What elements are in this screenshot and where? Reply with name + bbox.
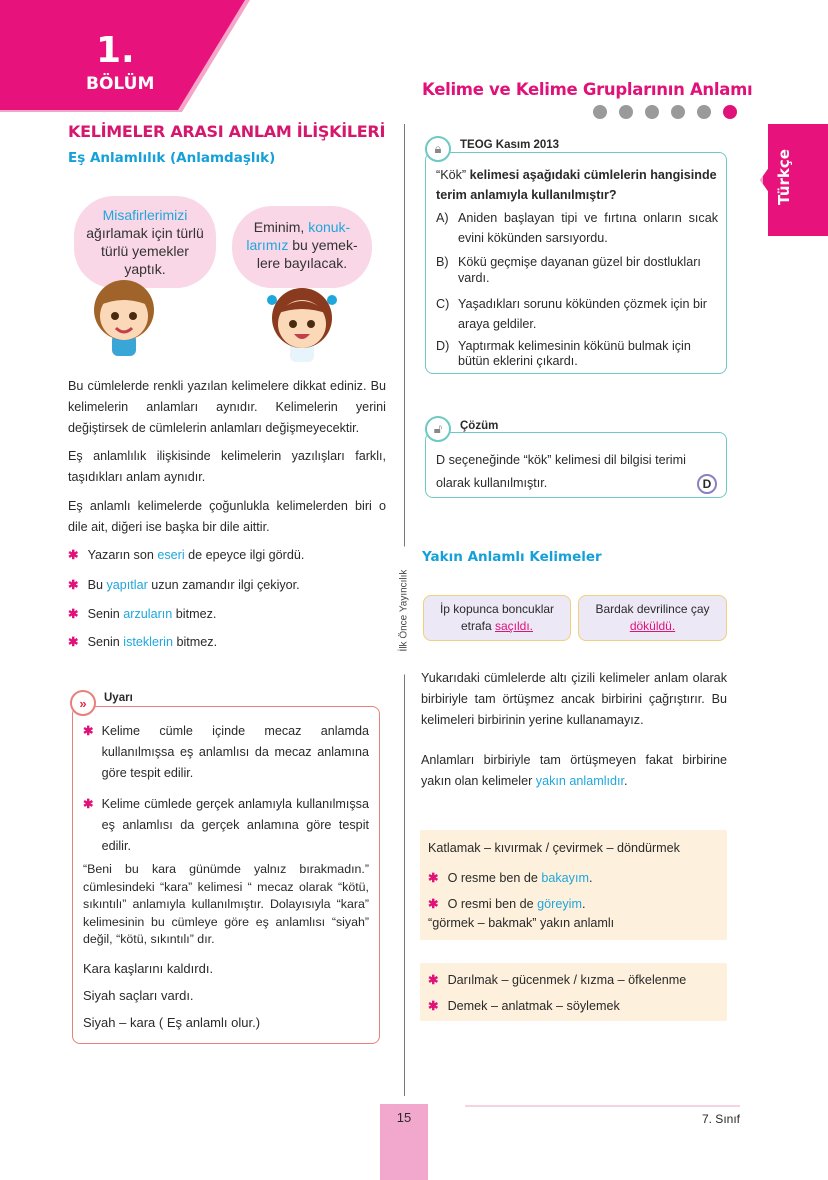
example-card xyxy=(578,595,727,641)
text: . xyxy=(624,774,628,788)
near-meaning-title: Yakın Anlamlı Kelimeler xyxy=(422,549,602,565)
highlight-word: konuk-larımız xyxy=(246,219,351,253)
asterisk-icon: ✱ xyxy=(68,578,79,592)
text: Senin xyxy=(87,607,124,621)
chapter-label: BÖLÜM xyxy=(86,74,155,94)
text: Demek – anlatmak – söylemek xyxy=(447,999,620,1013)
warning-box xyxy=(72,706,380,1044)
option-key: B) xyxy=(436,255,449,269)
answer-badge: D xyxy=(697,474,717,494)
text: kelimesi aşağıdaki cümlelerin hangisinde terim anlamıyla kullanılmıştır? xyxy=(436,168,717,202)
example-card xyxy=(423,595,571,641)
text: de epeyce ilgi gördü. xyxy=(184,548,305,562)
warning-text: Siyah saçları vardı. xyxy=(83,987,194,1003)
section-subtitle: Eş Anlamlılık (Anlamdaşlık) xyxy=(68,150,276,166)
asterisk-icon: ✱ xyxy=(428,871,439,885)
option-c xyxy=(436,294,718,334)
page-topic-title: Kelime ve Kelime Gruplarının Anlamı xyxy=(422,80,753,99)
warning-text: Kara kaşlarını kaldırdı. xyxy=(83,960,214,976)
progress-dot xyxy=(697,105,711,119)
example-item xyxy=(68,577,300,592)
paragraph: Eş anlamlılık ilişkisinde kelimelerin yazılışları farklı, taşıdıkları anlam aynıdır. xyxy=(68,449,386,484)
progress-dot-active xyxy=(723,105,737,119)
text: “Kök” xyxy=(436,168,470,182)
word-group xyxy=(428,993,719,1019)
progress-dot xyxy=(645,105,659,119)
paragraph: Eş anlamlı kelimelerde çoğunlukla kelimelerden biri o dile ait, diğeri ise başka bir dile aittir. xyxy=(68,499,386,534)
subject-tab xyxy=(760,124,828,236)
underlined-word: saçıldı. xyxy=(495,619,534,633)
asterisk-icon: ✱ xyxy=(68,607,79,621)
bubble-text: ağırlamak için türlü türlü yemekler yaptık. xyxy=(86,225,204,277)
warning-text: Siyah – kara ( Eş anlamlı olur.) xyxy=(83,1014,261,1030)
example-item xyxy=(68,547,304,562)
bubble-text: Eminim, xyxy=(253,219,309,235)
highlight-word: yapıtlar xyxy=(106,578,148,592)
warning-bullet xyxy=(83,721,369,784)
option-key: D) xyxy=(436,339,450,353)
paragraph: Bu cümlelerde renkli yazılan kelimelere dikkat ediniz. Bu kelimelerin anlamları aynıdır. Kelimelerin yerini değiştirsek de cümlelerin anlamları değişmeyecektir. xyxy=(68,379,386,435)
speech-bubble-2 xyxy=(232,206,372,288)
example-item xyxy=(68,634,217,649)
option-text: Yaşadıkları sorunu kökünden çözmek için bir araya geldiler. xyxy=(458,297,707,331)
highlight-word: göreyim xyxy=(537,897,582,911)
text: O resmi ben de xyxy=(447,897,538,911)
underlined-word: döküldü. xyxy=(629,619,676,633)
section-title: KELİMELER ARASI ANLAM İLİŞKİLERİ xyxy=(68,122,386,141)
highlight-word: yakın anlamlıdır xyxy=(535,774,624,788)
page-number: 15 xyxy=(396,1110,412,1125)
asterisk-icon: ✱ xyxy=(428,999,439,1013)
word-group: Katlamak – kıvırmak / çevirmek – döndürmek xyxy=(428,841,680,855)
highlight-word: Misafirlerimizi xyxy=(102,207,188,223)
text: bitmez. xyxy=(172,635,218,649)
option-text: Kökü geçmişe dayanan güzel bir dostlukları vardı. xyxy=(458,255,701,285)
highlight-word: arzuların xyxy=(123,607,173,621)
text: Bu xyxy=(87,578,107,592)
option-key: C) xyxy=(436,297,450,311)
option-b xyxy=(436,254,718,286)
grade-label: 7. Sınıf xyxy=(701,1112,740,1126)
example-item xyxy=(68,606,216,621)
footer-line xyxy=(465,1105,740,1107)
text: Darılmak – gücenmek / kızma – öfkelenme xyxy=(447,973,687,987)
note: “görmek – bakmak” yakın anlamlı xyxy=(428,916,615,930)
chapter-number: 1. xyxy=(96,30,135,71)
text: Yazarın son xyxy=(87,548,158,562)
asterisk-icon: ✱ xyxy=(83,724,94,738)
asterisk-icon: ✱ xyxy=(428,973,439,987)
option-d xyxy=(436,339,718,369)
highlight-word: isteklerin xyxy=(123,635,173,649)
option-text: Yaptırmak kelimesinin kökünü bulmak için bütün eklerini çıkardı. xyxy=(458,339,691,368)
text: İp kopunca boncuklar etrafa xyxy=(439,602,555,633)
publisher-name: İlk Önce Yayıncılık xyxy=(399,547,410,675)
progress-dot xyxy=(619,105,633,119)
paragraph: Yukarıdaki cümlelerde altı çizili kelimeler anlam olarak birbiriyle tam örtüşmez ancak birbirini çağrıştırır. Bu kelimeleri birbirinin yerine kullanamayız. xyxy=(421,671,727,727)
solution-title: Çözüm xyxy=(460,420,499,432)
word-group xyxy=(428,967,719,993)
highlight-word: bakayım xyxy=(541,871,589,885)
unlock-icon: 🔓︎ xyxy=(425,416,451,442)
question-source: TEOG Kasım 2013 xyxy=(460,139,560,151)
text: Bardak devrilince çay xyxy=(595,602,710,616)
highlight-word: eseri xyxy=(157,548,185,562)
warning-arrow-icon: » xyxy=(70,690,96,716)
warning-title: Uyarı xyxy=(104,692,133,704)
progress-dot xyxy=(671,105,685,119)
question-stem xyxy=(436,165,718,205)
example-item: ✱ O resmi ben de göreyim. xyxy=(428,897,586,911)
text: Anlamları birbiriyle tam örtüşmeyen fakat birbirine yakın olan kelimeler xyxy=(421,753,727,788)
warning-text: “Beni bu kara günümde yalnız bırakmadın.” cümlesindeki “kara” kelimesi “ mecaz olarak “kötü, sıkıntılı” anlamıyla kullanılmıştır. Dolayısıyla “kara” kelimesinin bu cümleye göre eş anlamlısı “siyah” değil, “kötü, sıkıntılı” dır. xyxy=(83,862,369,946)
progress-dot xyxy=(593,105,607,119)
text: Senin xyxy=(87,635,124,649)
asterisk-icon: ✱ xyxy=(83,797,94,811)
example-box xyxy=(420,963,727,1021)
text: uzun zamandır ilgi çekiyor. xyxy=(147,578,300,592)
example-item: ✱ O resme ben de bakayım. xyxy=(428,871,593,885)
girl-illustration xyxy=(262,280,342,370)
subject-tab-label: Türkçe xyxy=(775,149,793,205)
warning-bullet xyxy=(83,794,369,857)
option-key: A) xyxy=(436,211,449,225)
asterisk-icon: ✱ xyxy=(428,897,439,911)
text: O resme ben de xyxy=(447,871,542,885)
asterisk-icon: ✱ xyxy=(68,635,79,649)
asterisk-icon: ✱ xyxy=(68,548,79,562)
text: bitmez. xyxy=(172,607,217,621)
option-text: Aniden başlayan tipi ve fırtına onların sıcak evini kökünden sarsıyordu. xyxy=(458,211,718,245)
text: Kelime cümlede gerçek anlamıyla kullanılmışsa eş anlamlısı da gerçek anlamına göre tespit edilir. xyxy=(101,797,369,853)
boy-illustration xyxy=(84,272,164,362)
lock-icon: 🔒︎ xyxy=(425,136,451,162)
option-a xyxy=(436,208,718,248)
question-box xyxy=(425,152,727,374)
solution-box xyxy=(425,432,727,498)
paragraph xyxy=(421,750,727,792)
example-box xyxy=(420,830,727,940)
bubble-text: bu yemek-lere bayılacak. xyxy=(256,237,358,271)
text: Kelime cümle içinde mecaz anlamda kullanılmışsa eş anlamlısı da mecaz anlamına göre tespit edilir. xyxy=(101,724,369,780)
solution-text: D seçeneğinde “kök” kelimesi dil bilgisi terimi olarak kullanılmıştır. xyxy=(436,453,686,490)
